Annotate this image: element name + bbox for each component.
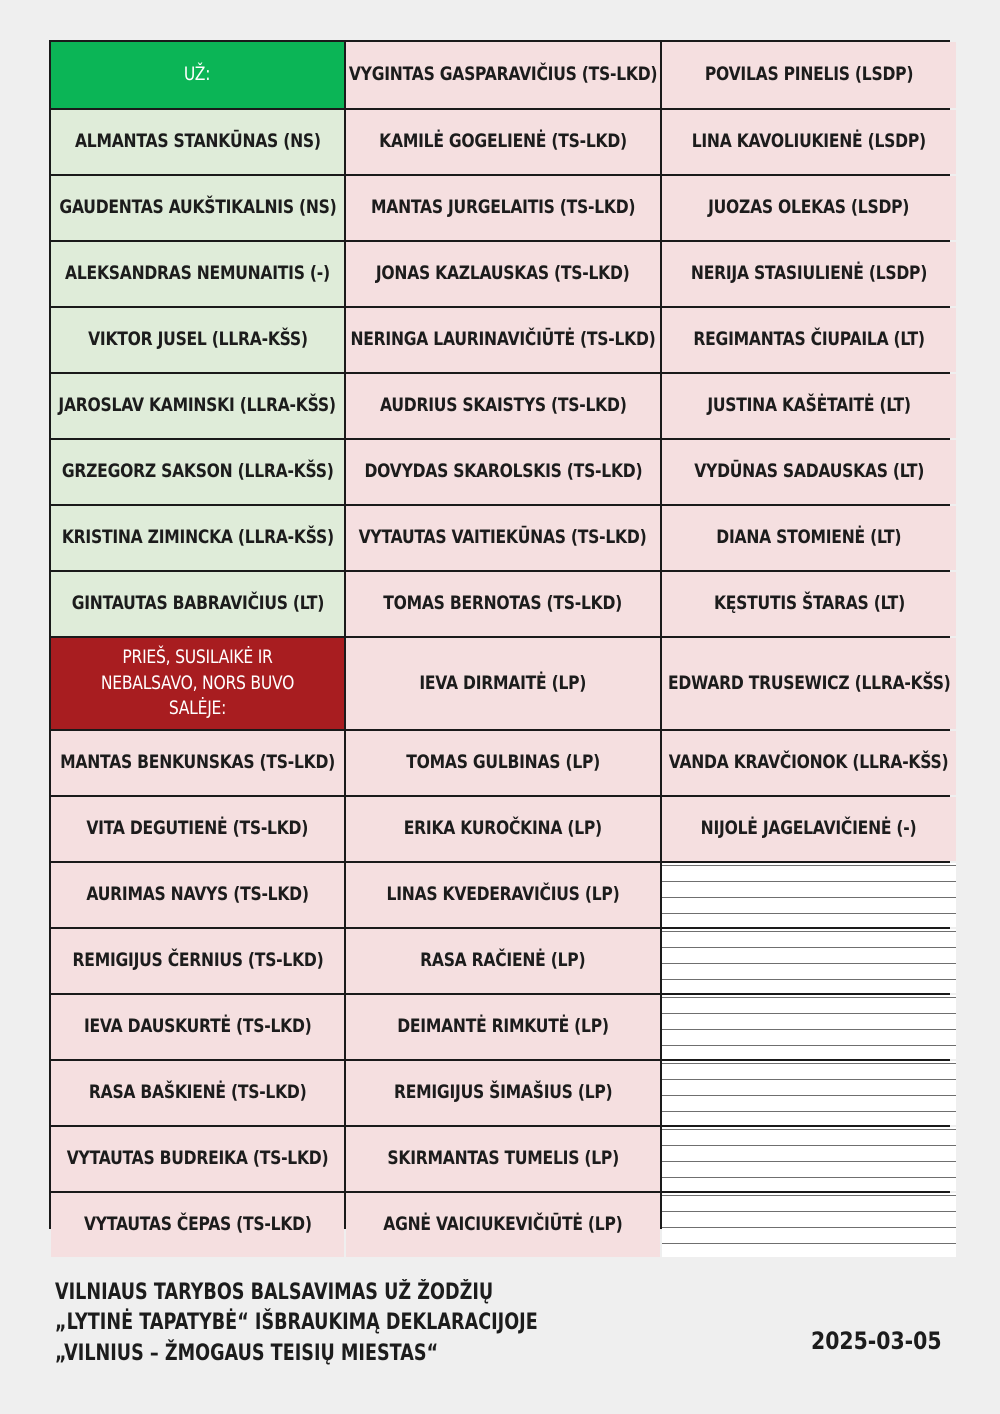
table-cell: NERIJA STASIULIENĖ (LSDP)	[662, 242, 956, 306]
table-cell: NERINGA LAURINAVIČIŪTĖ (TS-LKD)	[346, 308, 660, 372]
empty-lined-cell	[662, 1193, 956, 1257]
table-cell: JUOZAS OLEKAS (LSDP)	[662, 176, 956, 240]
table-cell: LINAS KVEDERAVIČIUS (LP)	[346, 863, 660, 927]
table-cell: MANTAS BENKUNSKAS (TS-LKD)	[51, 731, 344, 795]
empty-lined-cell	[662, 863, 956, 927]
table-cell: AGNĖ VAICIUKEVIČIŪTĖ (LP)	[346, 1193, 660, 1257]
table-cell: VYTAUTAS ČEPAS (TS-LKD)	[51, 1193, 344, 1257]
table-cell: IEVA DIRMAITĖ (LP)	[346, 638, 660, 729]
table-cell: TOMAS GULBINAS (LP)	[346, 731, 660, 795]
table-cell: AURIMAS NAVYS (TS-LKD)	[51, 863, 344, 927]
table-cell: VYTAUTAS BUDREIKA (TS-LKD)	[51, 1127, 344, 1191]
table-cell: REMIGIJUS ČERNIUS (TS-LKD)	[51, 929, 344, 993]
table-cell: VANDA KRAVČIONOK (LLRA-KŠS)	[662, 731, 956, 795]
table-cell: JUSTINA KAŠĖTAITĖ (LT)	[662, 374, 956, 438]
table-cell: VIKTOR JUSEL (LLRA-KŠS)	[51, 308, 344, 372]
table-cell: TOMAS BERNOTAS (TS-LKD)	[346, 572, 660, 636]
table-cell: ALEKSANDRAS NEMUNAITIS (-)	[51, 242, 344, 306]
table-cell: KĘSTUTIS ŠTARAS (LT)	[662, 572, 956, 636]
table-cell: AUDRIUS SKAISTYS (TS-LKD)	[346, 374, 660, 438]
table-cell: REMIGIJUS ŠIMAŠIUS (LP)	[346, 1061, 660, 1125]
empty-lined-cell	[662, 1127, 956, 1191]
table-cell: GINTAUTAS BABRAVIČIUS (LT)	[51, 572, 344, 636]
table-cell: VYTAUTAS VAITIEKŪNAS (TS-LKD)	[346, 506, 660, 570]
table-cell: POVILAS PINELIS (LSDP)	[662, 42, 956, 108]
table-cell: DIANA STOMIENĖ (LT)	[662, 506, 956, 570]
table-cell: REGIMANTAS ČIUPAILA (LT)	[662, 308, 956, 372]
footer-title: VILNIAUS TARYBOS BALSAVIMAS UŽ ŽODŽIŲ „LYTINĖ TAPATYBĖ“ IŠBRAUKIMĄ DEKLARACIJOJE „VILNIUS – ŽMOGAUS TEISIŲ MIESTAS“	[55, 1280, 538, 1366]
table-cell: DEIMANTĖ RIMKUTĖ (LP)	[346, 995, 660, 1059]
table-cell: JAROSLAV KAMINSKI (LLRA-KŠS)	[51, 374, 344, 438]
table-cell: JONAS KAZLAUSKAS (TS-LKD)	[346, 242, 660, 306]
table-cell: IEVA DAUSKURTĖ (TS-LKD)	[51, 995, 344, 1059]
table-cell: GAUDENTAS AUKŠTIKALNIS (NS)	[51, 176, 344, 240]
table-cell: DOVYDAS SKAROLSKIS (TS-LKD)	[346, 440, 660, 504]
table-cell: EDWARD TRUSEWICZ (LLRA-KŠS)	[662, 638, 956, 729]
against-header: PRIEŠ, SUSILAIKĖ IR NEBALSAVO, NORS BUVO SALĖJE:	[51, 638, 344, 729]
table-cell: GRZEGORZ SAKSON (LLRA-KŠS)	[51, 440, 344, 504]
date-label: 2025-03-05	[811, 1327, 942, 1355]
table-cell: KAMILĖ GOGELIENĖ (TS-LKD)	[346, 110, 660, 174]
empty-lined-cell	[662, 929, 956, 993]
table-cell: RASA BAŠKIENĖ (TS-LKD)	[51, 1061, 344, 1125]
table-cell: RASA RAČIENĖ (LP)	[346, 929, 660, 993]
empty-lined-cell	[662, 1061, 956, 1125]
table-cell: VYGINTAS GASPARAVIČIUS (TS-LKD)	[346, 42, 660, 108]
table-cell: ERIKA KUROČKINA (LP)	[346, 797, 660, 861]
empty-lined-cell	[662, 995, 956, 1059]
table-cell: KRISTINA ZIMINCKA (LLRA-KŠS)	[51, 506, 344, 570]
table-cell: VYDŪNAS SADAUSKAS (LT)	[662, 440, 956, 504]
table-cell: ALMANTAS STANKŪNAS (NS)	[51, 110, 344, 174]
table-cell: LINA KAVOLIUKIENĖ (LSDP)	[662, 110, 956, 174]
vote-table	[49, 40, 951, 1236]
table-cell: VITA DEGUTIENĖ (TS-LKD)	[51, 797, 344, 861]
table-cell: MANTAS JURGELAITIS (TS-LKD)	[346, 176, 660, 240]
table-cell: SKIRMANTAS TUMELIS (LP)	[346, 1127, 660, 1191]
for-header: UŽ:	[51, 42, 344, 108]
table-cell: NIJOLĖ JAGELAVIČIENĖ (-)	[662, 797, 956, 861]
